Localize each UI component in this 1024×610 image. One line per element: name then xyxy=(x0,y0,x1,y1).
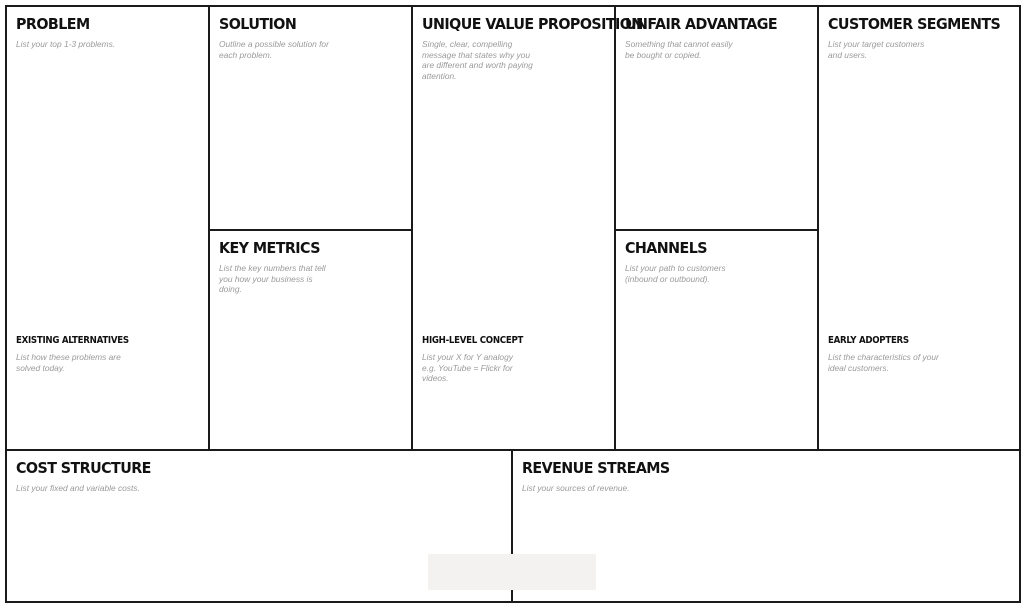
existing-alternatives-title: EXISTING ALTERNATIVES xyxy=(16,335,129,346)
problem-block[interactable] xyxy=(7,7,210,451)
lean-canvas xyxy=(5,5,1021,603)
early-adopters-hint: List the characteristics of your ideal customers. xyxy=(828,352,939,373)
uvp-title: UNIQUE VALUE PROPOSITION xyxy=(422,15,643,33)
uvp-block[interactable] xyxy=(413,7,643,451)
cost-structure-hint: List your fixed and variable costs. xyxy=(16,483,140,493)
revenue-streams-hint: List your sources of revenue. xyxy=(522,483,630,493)
customer-segments-block[interactable] xyxy=(819,7,1019,451)
solution-hint: Outline a possible solution for each problem. xyxy=(219,39,329,60)
revenue-streams-title: REVENUE STREAMS xyxy=(522,459,670,477)
channels-hint: List your path to customers (inbound or outbound). xyxy=(625,263,726,284)
channels-block[interactable] xyxy=(616,231,819,451)
cost-structure-title: COST STRUCTURE xyxy=(16,459,151,477)
unfair-advantage-hint: Something that cannot easily be bought or copied. xyxy=(625,39,733,60)
customer-segments-hint: List your target customers and users. xyxy=(828,39,925,60)
unfair-advantage-block[interactable] xyxy=(616,7,819,231)
solution-block[interactable] xyxy=(210,7,413,231)
problem-hint: List your top 1-3 problems. xyxy=(16,39,116,49)
high-level-concept-hint: List your X for Y analogy e.g. YouTube = Flickr for videos. xyxy=(422,352,513,383)
problem-title: PROBLEM xyxy=(16,15,90,33)
key-metrics-hint: List the key numbers that tell you how your business is doing. xyxy=(219,263,326,294)
footer-placeholder-box xyxy=(428,554,596,590)
early-adopters-title: EARLY ADOPTERS xyxy=(828,335,909,346)
unfair-advantage-title: UNFAIR ADVANTAGE xyxy=(625,15,778,33)
high-level-concept-title: HIGH-LEVEL CONCEPT xyxy=(422,335,524,346)
uvp-hint: Single, clear, compelling message that states why you are different and worth paying attention. xyxy=(422,39,533,81)
customer-segments-title: CUSTOMER SEGMENTS xyxy=(828,15,1001,33)
solution-title: SOLUTION xyxy=(219,15,297,33)
channels-title: CHANNELS xyxy=(625,239,707,257)
existing-alternatives-hint: List how these problems are solved today. xyxy=(16,352,121,373)
key-metrics-title: KEY METRICS xyxy=(219,239,320,257)
key-metrics-block[interactable] xyxy=(210,231,413,451)
